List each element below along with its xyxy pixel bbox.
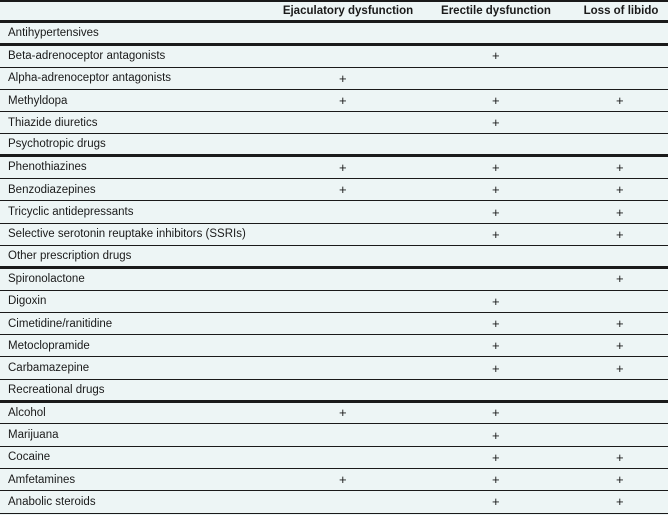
table-row [0,424,668,446]
drug-name: Digoxin [8,295,47,308]
libido-mark: + [616,449,624,465]
erectile-mark: + [492,204,500,220]
erectile-mark: + [492,159,500,175]
erectile-mark: + [492,316,500,332]
libido-mark: + [616,360,624,376]
ejaculatory-mark: + [339,159,347,175]
group-header-row [0,246,668,269]
table-row [0,112,668,134]
libido-mark: + [616,472,624,488]
erectile-mark: + [492,449,500,465]
group-label: Psychotropic drugs [8,138,106,151]
libido-mark: + [616,182,624,198]
drug-name: Benzodiazepines [8,183,96,196]
erectile-mark: + [492,48,500,64]
table-row [0,157,668,179]
erectile-mark: + [492,182,500,198]
libido-mark: + [616,159,624,175]
drug-name: Cocaine [8,451,51,464]
group-header-row [0,135,668,158]
erectile-mark: + [492,338,500,354]
erectile-mark: + [492,360,500,376]
ejaculatory-mark: + [339,405,347,421]
table-row [0,447,668,469]
table-row [0,68,668,90]
drug-name: Anabolic steroids [8,495,96,508]
table-header-row [0,0,668,23]
libido-mark: + [616,204,624,220]
group-header-row [0,23,668,46]
table-row [0,469,668,491]
drug-name: Methyldopa [8,94,68,107]
erectile-mark: + [492,427,500,443]
table-row [0,224,668,246]
group-label: Recreational drugs [8,383,105,396]
erectile-mark: + [492,93,500,109]
drug-name: Carbamazepine [8,362,90,375]
erectile-mark: + [492,405,500,421]
erectile-mark: + [492,115,500,131]
ejaculatory-mark: + [339,93,347,109]
table-row [0,268,668,290]
ejaculatory-mark: + [339,70,347,86]
libido-mark: + [616,271,624,287]
ejaculatory-mark: + [339,472,347,488]
libido-mark: + [616,93,624,109]
drug-name: Phenothiazines [8,161,87,174]
table-row [0,90,668,112]
table-row [0,45,668,67]
table-row [0,358,668,380]
group-label: Antihypertensives [8,26,99,39]
drug-name: Alcohol [8,406,46,419]
drug-name: Alpha-adrenoceptor antagonists [8,72,172,85]
ejaculatory-mark: + [339,182,347,198]
table-row [0,402,668,424]
erectile-mark: + [492,472,500,488]
drug-name: Selective serotonin reuptake inhibitors (SSRIs) [8,228,246,241]
erectile-mark: + [492,226,500,242]
drug-name: Beta-adrenoceptor antagonists [8,49,166,62]
drug-name: Marijuana [8,429,59,442]
drug-name: Metoclopramide [8,339,90,352]
drug-name: Thiazide diuretics [8,116,98,129]
libido-mark: + [616,226,624,242]
erectile-mark: + [492,293,500,309]
header-loss-of-libido: Loss of libido [583,5,659,17]
table-row [0,313,668,335]
drug-name: Cimetidine/ranitidine [8,317,113,330]
table-row [0,201,668,223]
table-row [0,179,668,201]
libido-mark: + [616,338,624,354]
erectile-mark: + [492,494,500,510]
libido-mark: + [616,316,624,332]
table-row [0,491,668,513]
drug-name: Tricyclic antidepressants [8,206,134,219]
group-label: Other prescription drugs [8,249,132,262]
libido-mark: + [616,494,624,510]
header-erectile-dysfunction: Erectile dysfunction [441,5,551,17]
group-header-row [0,380,668,403]
table-row [0,291,668,313]
drug-name: Spironolactone [8,272,85,285]
drug-name: Amfetamines [8,473,76,486]
header-ejaculatory-dysfunction: Ejaculatory dysfunction [282,5,414,17]
table-row [0,335,668,357]
